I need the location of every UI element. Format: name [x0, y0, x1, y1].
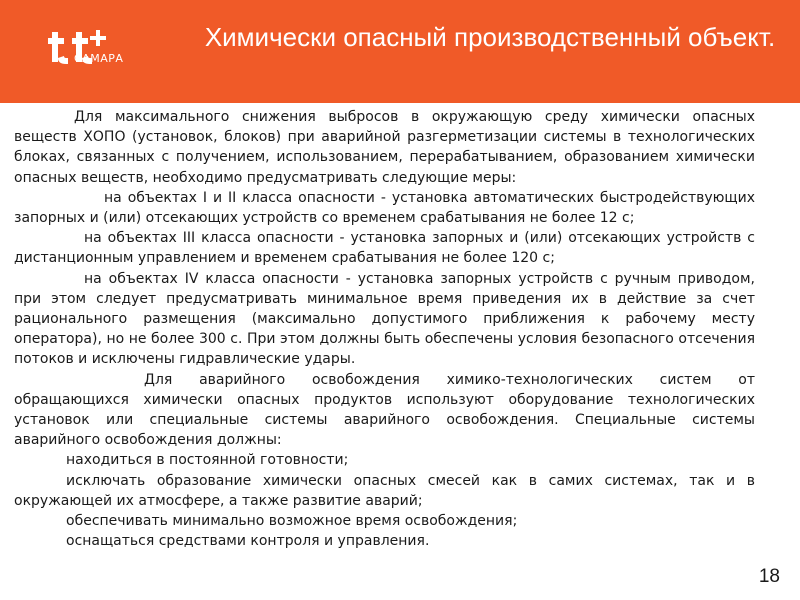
- page-number: 18: [758, 566, 780, 587]
- page-title: Химически опасный производственный объект.: [204, 22, 776, 52]
- paragraph-class-1-2: на объектах I и II класса опасности - установка автоматических быстродействующих запорных и (или) отсекающих устройств со временем срабатывания не более 12 с;: [14, 189, 755, 227]
- paragraph-class-3: на объектах III класса опасности - установка запорных и (или) отсекающих устройств с дистанционным управлением и временем срабатывания не более 120 с;: [14, 230, 755, 267]
- tele2-logo-icon: [48, 24, 148, 74]
- list-item: исключать образование химически опасных смесей как в самих системах, так и в окружающей их атмосфере, а также развитие аварий;: [14, 472, 755, 509]
- logo-text: САМАРА: [74, 52, 124, 65]
- paragraph-class-4: на объектах IV класса опасности - установка запорных устройств с ручным приводом, при этом следует предусматривать минимальное время приведения их в действие за счет рационального размещения (максимально допустимого приближения к рабочему месту оператора), но не более 300 с. При этом должны быть обеспечены условия безопасного отсечения потоков и исключены гидравлические удары.: [14, 270, 755, 368]
- paragraph-intro: Для максимального снижения выбросов в окружающую среду химически опасных веществ ХОПО (установок, блоков) при аварийной разгерметизации системы в технологических блоках, связанных с получением, использованием, перерабатыванием, образованием химически опасных веществ, необходимо предусматривать следующие меры:: [14, 109, 755, 186]
- paragraph-emergency: Для аварийного освобождения химико-технологических систем от обращающихся химически опасных продуктов используют оборудование технологических установок или специальные системы аварийного освобождения. Специальные системы аварийного освобождения должны:: [14, 371, 755, 449]
- content-body: [14, 107, 755, 551]
- list-item: обеспечивать минимально возможное время освобождения;: [66, 513, 518, 530]
- list-item: находиться в постоянной готовности;: [66, 452, 349, 469]
- list-item: оснащаться средствами контроля и управления.: [66, 533, 430, 550]
- header-banner: [0, 0, 800, 103]
